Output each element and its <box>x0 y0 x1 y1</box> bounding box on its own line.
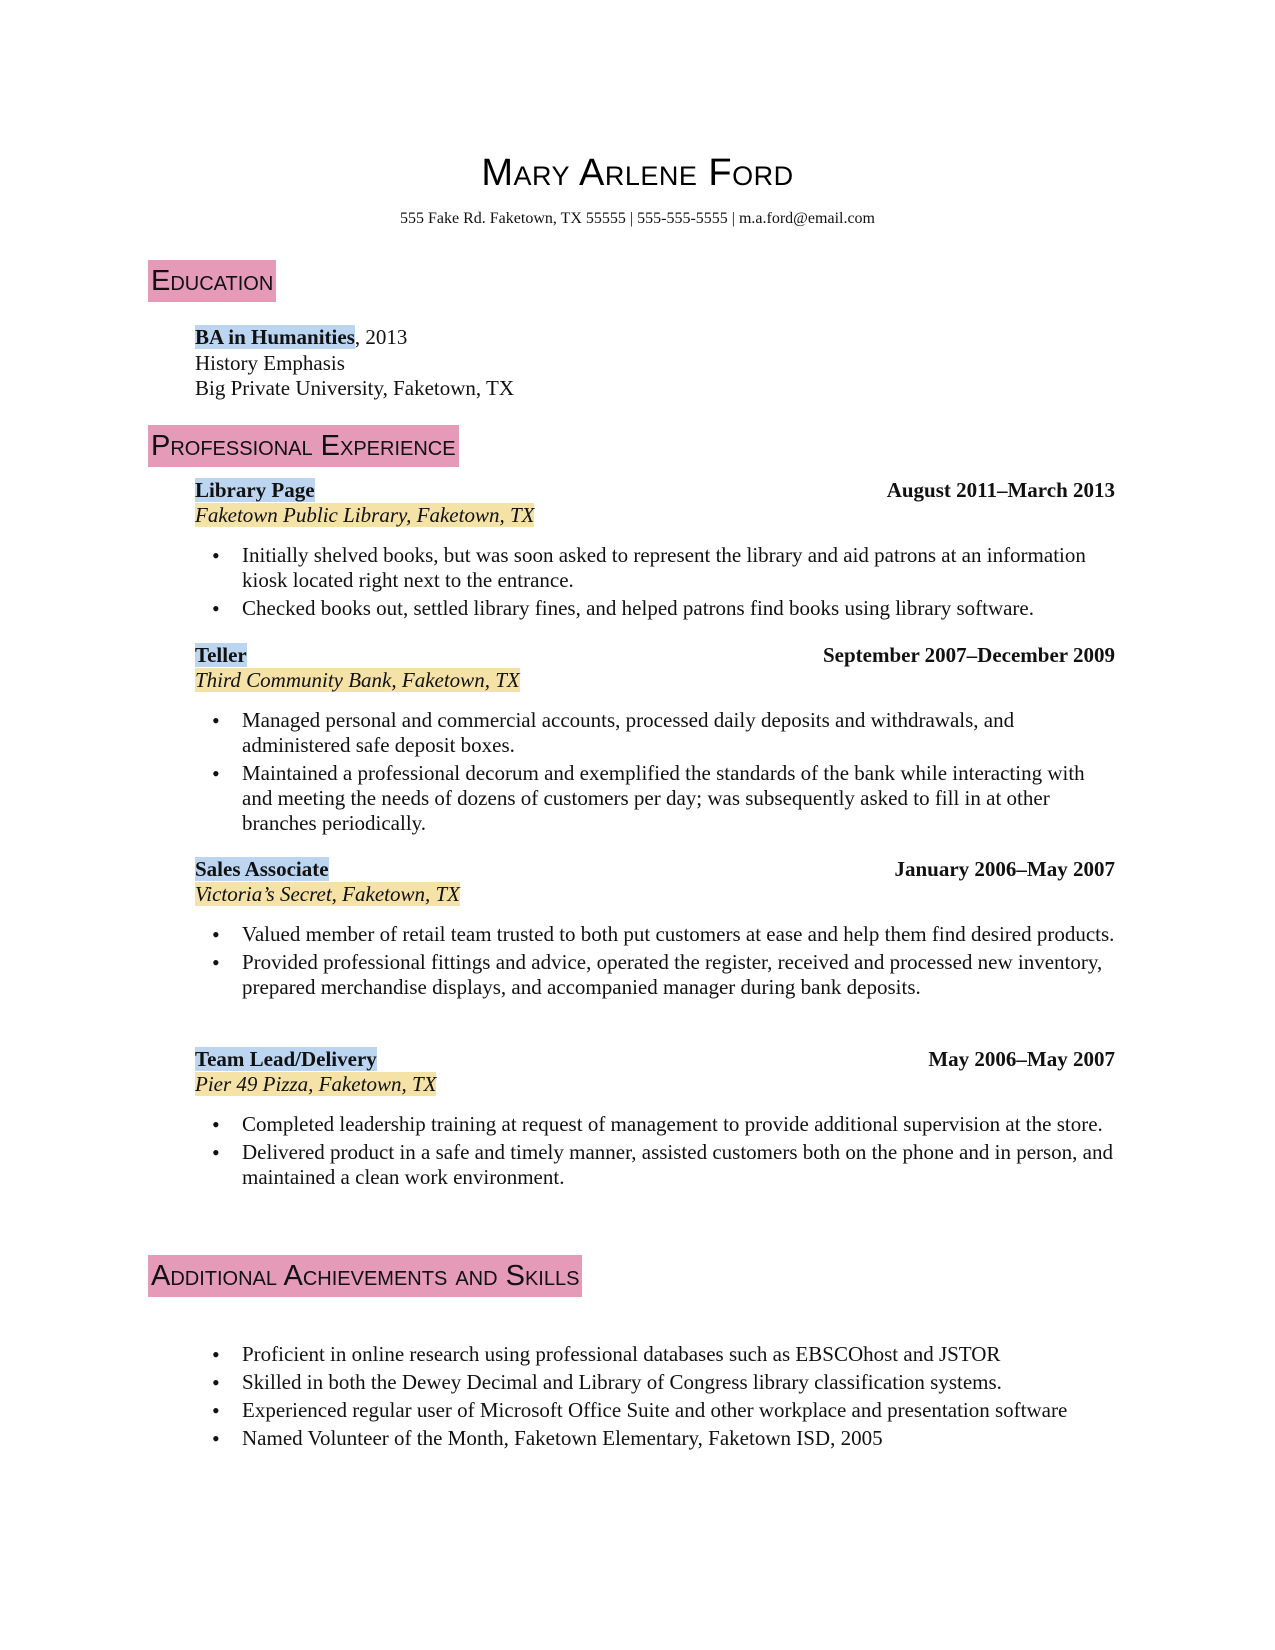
job-entry <box>195 1047 1115 1193</box>
degree: BA in Humanities <box>195 325 355 349</box>
skill-item: • Named Volunteer of the Month, Faketown Elementary, Faketown ISD, 2005 <box>195 1426 1115 1451</box>
job-dates: January 2006–May 2007 <box>894 857 1115 881</box>
school: Big Private University, Faketown, TX <box>195 376 515 400</box>
job-bullets <box>195 708 1115 836</box>
emphasis: History Emphasis <box>195 350 345 375</box>
education-block <box>195 325 514 402</box>
bullet-item: • Managed personal and commercial accounts, processed daily deposits and withdrawals, and administered safe deposit boxes. <box>195 708 1115 758</box>
job-title: Teller <box>195 643 247 667</box>
job-employer: Pier 49 Pizza, Faketown, TX <box>195 1072 437 1096</box>
section-heading-experience: Professional Experience <box>148 425 459 467</box>
bullet-item: • Delivered product in a safe and timely manner, assisted customers both on the phone and in person, and maintained a clean work environment. <box>195 1140 1115 1190</box>
job-bullets <box>195 1112 1115 1190</box>
job-employer: Faketown Public Library, Faketown, TX <box>195 503 535 527</box>
job-entry <box>195 857 1115 1003</box>
bullet-item: • Completed leadership training at request of management to provide additional supervision at the store. <box>195 1112 1115 1137</box>
job-entry <box>195 643 1115 839</box>
job-title: Library Page <box>195 478 315 502</box>
section-heading-skills: Additional Achievements and Skills <box>148 1255 582 1297</box>
bullet-item: • Valued member of retail team trusted to both put customers at ease and help them find desired products. <box>195 922 1115 947</box>
bullet-item: • Maintained a professional decorum and exemplified the standards of the bank while interacting with and meeting the needs of dozens of customers per day; was subsequently asked to fill in at other branches periodically. <box>195 761 1115 836</box>
job-bullets <box>195 922 1115 1000</box>
job-title: Sales Associate <box>195 857 329 881</box>
skill-item: • Skilled in both the Dewey Decimal and Library of Congress library classification systems. <box>195 1370 1115 1395</box>
job-title: Team Lead/Delivery <box>195 1047 377 1071</box>
job-employer: Victoria’s Secret, Faketown, TX <box>195 882 460 906</box>
skill-item: • Experienced regular user of Microsoft Office Suite and other workplace and presentation software <box>195 1398 1115 1423</box>
job-bullets <box>195 543 1115 621</box>
job-entry <box>195 478 1115 624</box>
bullet-item: • Checked books out, settled library fines, and helped patrons find books using library software. <box>195 596 1115 621</box>
job-employer: Third Community Bank, Faketown, TX <box>195 668 520 692</box>
job-dates: August 2011–March 2013 <box>886 478 1115 502</box>
skills-list <box>195 1342 1115 1454</box>
contact-line: 555 Fake Rd. Faketown, TX 55555 | 555-555-5555 | m.a.ford@email.com <box>400 210 875 227</box>
degree-year: , 2013 <box>354 325 408 349</box>
skill-item: • Proficient in online research using professional databases such as EBSCOhost and JSTOR <box>195 1342 1115 1367</box>
bullet-item: • Initially shelved books, but was soon asked to represent the library and aid patrons at an information kiosk located right next to the entrance. <box>195 543 1115 593</box>
section-heading-education: Education <box>148 260 276 302</box>
job-dates: September 2007–December 2009 <box>823 643 1115 667</box>
job-dates: May 2006–May 2007 <box>928 1047 1115 1071</box>
resume-name: Mary Arlene Ford <box>481 152 794 194</box>
bullet-item: • Provided professional fittings and advice, operated the register, received and processed new inventory, prepared merchandise displays, and accompanied manager during bank deposits. <box>195 950 1115 1000</box>
